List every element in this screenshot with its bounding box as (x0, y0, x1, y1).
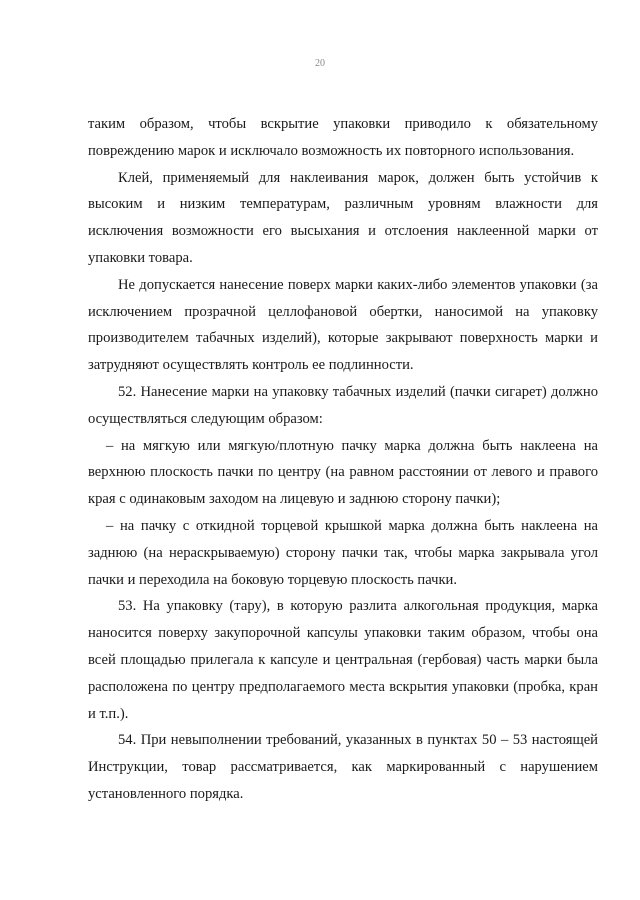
paragraph-item-52: 52. Нанесение марки на упаковку табачных изделий (пачки сигарет) должно осуществляться следующим образом: (88, 383, 598, 427)
paragraph-item-54: 54. При невыполнении требований, указанных в пунктах 50 – 53 настоящей Инструкции, товар рассматривается, как маркированный с нарушением установленного порядка. (88, 732, 598, 802)
paragraph-item-53: 53. На упаковку (тару), в которую разлита алкогольная продукция, марка наносится поверху закупорочной капсулы упаковки таким образом, чтобы она всей площадью прилегала к капсуле и центральная (гербовая) часть марки была расположена по центру предполагаемого места вскрытия упаковки (пробка, кран и т.п.). (88, 598, 598, 722)
list-item-soft-pack: – на мягкую или мягкую/плотную пачку марка должна быть наклеена на верхнюю плоскость пачки по центру (на равном расстоянии от левого и правого края с одинаковым заходом на лицевую и заднюю сторону пачки); (88, 437, 598, 508)
paragraph-continuation: таким образом, чтобы вскрытие упаковки приводило к обязательному повреждению марок и исключало возможность их повторного использования. (88, 116, 598, 159)
paragraph-glue-requirements: Клей, применяемый для наклеивания марок, должен быть устойчив к высоким и низким температурам, различным уровням влажности для исключения возможности его высыхания и отслоения наклеенной марки от упаковки товара. (88, 169, 598, 266)
paragraph-packaging-restriction: Не допускается нанесение поверх марки каких-либо элементов упаковки (за исключением прозрачной целлофановой обертки, наносимой на упаковку производителем табачных изделий), которые закрывают поверхность марки и затрудняют осуществлять контроль ее подлинности. (88, 276, 598, 374)
page-number: 20 (315, 58, 325, 69)
list-item-flip-top-pack: – на пачку с откидной торцевой крышкой марка должна быть наклеена на заднюю (на нераскрываемую) сторону пачки так, чтобы марка закрывала угол пачки и переходила на боковую торцевую плоскость пачки. (88, 517, 598, 588)
document-body (88, 111, 598, 808)
